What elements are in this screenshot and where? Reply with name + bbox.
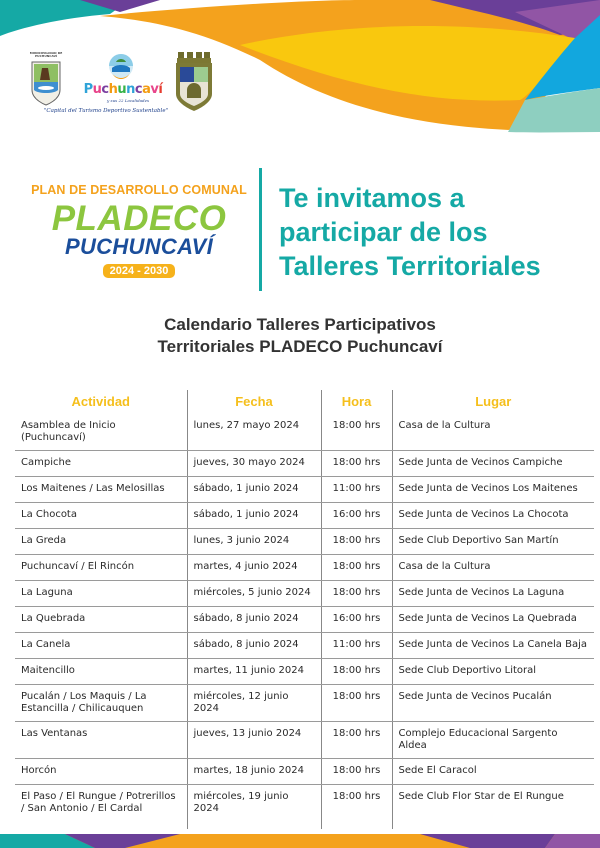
brand-letter: í bbox=[158, 82, 163, 97]
cell-lugar: Sede Club Flor Star de El Rungue bbox=[392, 785, 594, 830]
years-badge: 2024 - 2030 bbox=[103, 264, 176, 278]
cell-actividad: Maitencillo bbox=[15, 659, 187, 685]
brand-letter: n bbox=[126, 82, 135, 97]
table-row bbox=[15, 659, 594, 685]
calendar-title-line: Calendario Talleres Participativos bbox=[164, 315, 436, 334]
cell-hora: 11:00 hrs bbox=[321, 633, 392, 659]
cell-fecha: jueves, 13 junio 2024 bbox=[187, 722, 321, 759]
table-header-row bbox=[15, 390, 594, 414]
cell-hora: 18:00 hrs bbox=[321, 581, 392, 607]
table-row bbox=[15, 451, 594, 477]
brand-letter: P bbox=[83, 82, 93, 97]
cell-actividad: Puchuncaví / El Rincón bbox=[15, 555, 187, 581]
cell-hora: 16:00 hrs bbox=[321, 607, 392, 633]
cell-fecha: jueves, 30 mayo 2024 bbox=[187, 451, 321, 477]
pladeco-logo-block bbox=[28, 183, 250, 278]
header-hora: Hora bbox=[321, 390, 392, 414]
invitation-line: Talleres Territoriales bbox=[279, 251, 541, 281]
cell-lugar: Sede El Caracol bbox=[392, 759, 594, 785]
logos-row bbox=[28, 52, 238, 122]
coat-of-arms-icon bbox=[175, 52, 213, 112]
pladeco-title: PLADECO bbox=[51, 199, 227, 238]
cell-hora: 18:00 hrs bbox=[321, 529, 392, 555]
calendar-title-line: Territoriales PLADECO Puchuncaví bbox=[157, 337, 443, 356]
cell-actividad: La Chocota bbox=[15, 503, 187, 529]
cell-lugar: Sede Club Deportivo Litoral bbox=[392, 659, 594, 685]
vertical-divider bbox=[259, 168, 262, 291]
invitation-line: participar de los bbox=[279, 217, 488, 247]
table-row bbox=[15, 503, 594, 529]
cell-fecha: martes, 11 junio 2024 bbox=[187, 659, 321, 685]
schedule-table bbox=[15, 390, 594, 829]
brand-letter: u bbox=[92, 82, 102, 97]
municipality-logo bbox=[28, 52, 64, 108]
cell-lugar: Sede Junta de Vecinos La Canela Baja bbox=[392, 633, 594, 659]
cell-hora: 18:00 hrs bbox=[321, 722, 392, 759]
cell-lugar: Casa de la Cultura bbox=[392, 414, 594, 451]
cell-fecha: miércoles, 12 junio 2024 bbox=[187, 685, 321, 722]
table-row bbox=[15, 477, 594, 503]
invitation-line: Te invitamos a bbox=[279, 183, 465, 213]
cell-hora: 16:00 hrs bbox=[321, 503, 392, 529]
brand-emblem-icon bbox=[106, 52, 136, 82]
cell-fecha: lunes, 3 junio 2024 bbox=[187, 529, 321, 555]
brand-letter: v bbox=[150, 82, 159, 97]
cell-actividad: Campiche bbox=[15, 451, 187, 477]
cell-fecha: sábado, 8 junio 2024 bbox=[187, 633, 321, 659]
table-row bbox=[15, 785, 594, 830]
cell-hora: 18:00 hrs bbox=[321, 785, 392, 830]
municipality-label: MUNICIPALIDAD DE PUCHUNCAVÍ bbox=[29, 51, 63, 58]
cell-hora: 18:00 hrs bbox=[321, 685, 392, 722]
cell-lugar: Sede Junta de Vecinos Pucalán bbox=[392, 685, 594, 722]
table-row bbox=[15, 529, 594, 555]
brand-subtitle: y sus 22 Localidades bbox=[106, 98, 150, 103]
cell-actividad: La Quebrada bbox=[15, 607, 187, 633]
brand-letter: c bbox=[134, 82, 143, 97]
brand-letter: u bbox=[117, 82, 127, 97]
cell-hora: 18:00 hrs bbox=[321, 414, 392, 451]
cell-hora: 11:00 hrs bbox=[321, 477, 392, 503]
cell-actividad: Los Maitenes / Las Melosillas bbox=[15, 477, 187, 503]
cell-actividad: Las Ventanas bbox=[15, 722, 187, 759]
cell-lugar: Casa de la Cultura bbox=[392, 555, 594, 581]
cell-actividad: Asamblea de Inicio (Puchuncaví) bbox=[15, 414, 187, 451]
cell-hora: 18:00 hrs bbox=[321, 451, 392, 477]
table-row bbox=[15, 581, 594, 607]
cell-actividad: La Greda bbox=[15, 529, 187, 555]
bottom-band-decoration bbox=[0, 834, 600, 848]
cell-fecha: martes, 4 junio 2024 bbox=[187, 555, 321, 581]
invitation-heading bbox=[279, 181, 599, 283]
cell-fecha: sábado, 8 junio 2024 bbox=[187, 607, 321, 633]
cell-actividad: El Paso / El Rungue / Potrerillos / San Antonio / El Cardal bbox=[21, 791, 176, 814]
table-row bbox=[15, 633, 594, 659]
brand-slogan: "Capital del Turismo Deportivo Sustentable" bbox=[43, 108, 169, 114]
cell-actividad: Pucalán / Los Maquis / La Estancilla / Chilicauquen bbox=[15, 685, 187, 722]
header-actividad: Actividad bbox=[71, 394, 130, 409]
puchuncavi-brand-logo bbox=[68, 52, 178, 108]
cell-lugar: Sede Junta de Vecinos La Chocota bbox=[392, 503, 594, 529]
cell-actividad: La Canela bbox=[15, 633, 187, 659]
cell-lugar: Sede Club Deportivo San Martín bbox=[392, 529, 594, 555]
cell-lugar: Sede Junta de Vecinos Los Maitenes bbox=[392, 477, 594, 503]
brand-letter: a bbox=[142, 82, 151, 97]
pladeco-subtitle: PUCHUNCAVÍ bbox=[64, 234, 214, 259]
brand-letter: h bbox=[108, 82, 118, 97]
municipality-emblem-icon bbox=[30, 60, 62, 106]
cell-fecha: sábado, 1 junio 2024 bbox=[187, 477, 321, 503]
cell-fecha: lunes, 27 mayo 2024 bbox=[187, 414, 321, 451]
calendar-title bbox=[0, 314, 600, 358]
cell-fecha: sábado, 1 junio 2024 bbox=[187, 503, 321, 529]
cell-lugar: Complejo Educacional Sargento Aldea bbox=[392, 722, 594, 759]
cell-hora: 18:00 hrs bbox=[321, 759, 392, 785]
cell-actividad: Horcón bbox=[15, 759, 187, 785]
cell-fecha: miércoles, 5 junio 2024 bbox=[187, 581, 321, 607]
cell-lugar: Sede Junta de Vecinos La Laguna bbox=[392, 581, 594, 607]
brand-letter: c bbox=[101, 82, 109, 97]
table-row bbox=[15, 555, 594, 581]
plan-label: PLAN DE DESARROLLO COMUNAL bbox=[31, 183, 247, 197]
table-row bbox=[15, 414, 594, 451]
table-row bbox=[15, 685, 594, 722]
table-row bbox=[15, 759, 594, 785]
cell-lugar: Sede Junta de Vecinos La Quebrada bbox=[392, 607, 594, 633]
header-fecha: Fecha bbox=[187, 390, 321, 414]
cell-actividad: La Laguna bbox=[15, 581, 187, 607]
brand-name bbox=[68, 82, 178, 97]
table-row bbox=[15, 722, 594, 759]
cell-hora: 18:00 hrs bbox=[321, 659, 392, 685]
cell-fecha: martes, 18 junio 2024 bbox=[187, 759, 321, 785]
cell-fecha: miércoles, 19 junio 2024 bbox=[187, 785, 321, 830]
table-row bbox=[15, 607, 594, 633]
header-lugar: Lugar bbox=[392, 390, 594, 414]
cell-lugar: Sede Junta de Vecinos Campiche bbox=[392, 451, 594, 477]
cell-hora: 18:00 hrs bbox=[321, 555, 392, 581]
